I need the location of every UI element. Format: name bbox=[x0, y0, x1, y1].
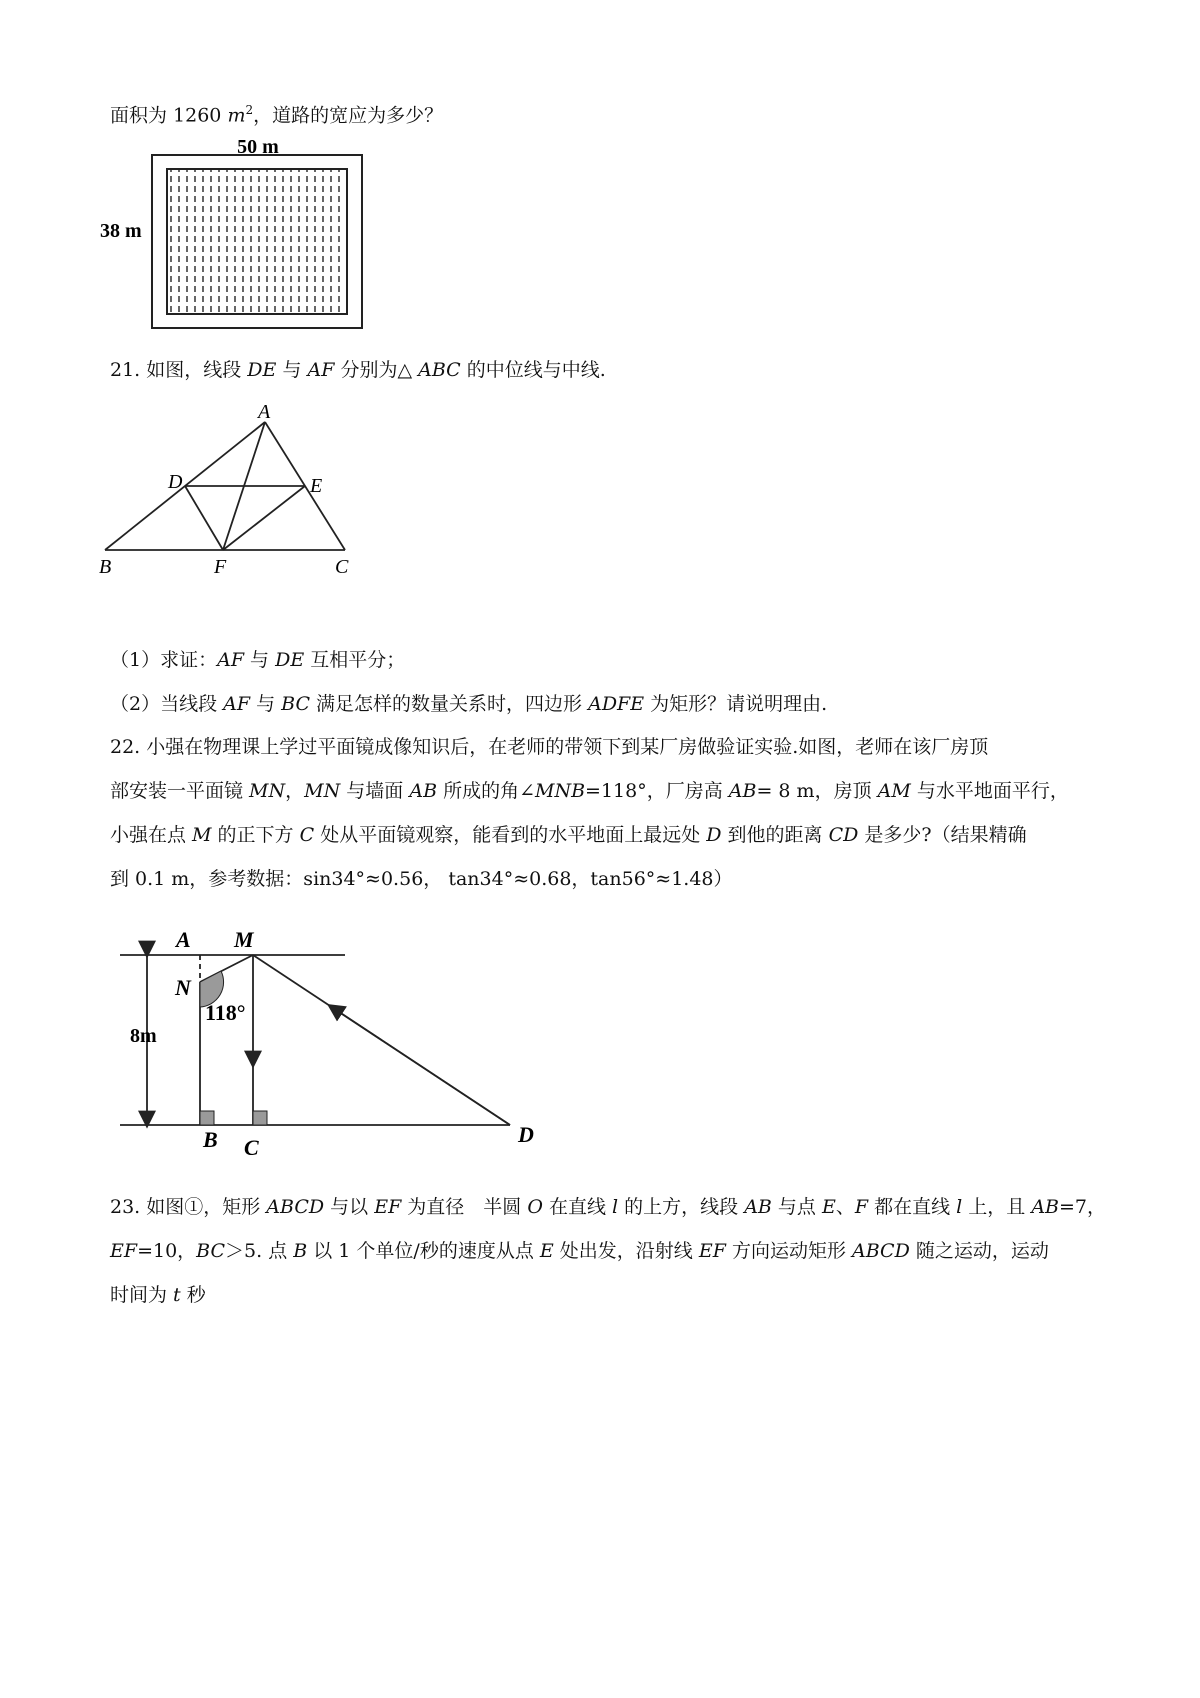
fig21-label-d: D bbox=[168, 471, 183, 493]
q23-text: 以 1 个单位/秒的速度从点 bbox=[307, 1240, 540, 1262]
figure-20-field bbox=[95, 135, 415, 335]
q23-text: 方向运动矩形 bbox=[725, 1240, 852, 1262]
q23-var: BC bbox=[196, 1240, 226, 1262]
fig22-label-m: M bbox=[234, 927, 254, 952]
q21-part2 bbox=[110, 692, 827, 716]
q22-var: MN bbox=[304, 780, 341, 802]
q22-var: M bbox=[192, 824, 212, 846]
figure-21-triangle bbox=[95, 400, 375, 585]
q23-var: ABCD bbox=[266, 1196, 325, 1218]
q22-var: MNB bbox=[535, 780, 586, 802]
right-angle-b-marker bbox=[200, 1111, 214, 1125]
q23-line1 bbox=[110, 1195, 1106, 1219]
right-angle-c-marker bbox=[253, 1111, 267, 1125]
q22-var: MN bbox=[249, 780, 286, 802]
q22-var: C bbox=[299, 824, 315, 846]
fig22-label-c: C bbox=[244, 1135, 259, 1160]
fig20-width-label: 50 m bbox=[237, 136, 279, 158]
fig22-label-a: A bbox=[176, 927, 191, 952]
q23-line2 bbox=[110, 1239, 1049, 1263]
fig20-height-label: 38 m bbox=[100, 220, 142, 242]
q22-text: 与水平地面平行， bbox=[910, 780, 1069, 802]
q23-var: AB bbox=[1031, 1196, 1060, 1218]
q22-text: 与墙面 bbox=[340, 780, 410, 802]
q22-text: 部安装一平面镜 bbox=[110, 780, 250, 802]
q22-text: 所成的角∠ bbox=[437, 780, 535, 802]
q23-text: 随之运动，运动 bbox=[909, 1240, 1049, 1262]
q20-text-end: ，道路的宽应为多少？ bbox=[253, 104, 444, 127]
q23-var: EF bbox=[374, 1196, 402, 1218]
q22-line2 bbox=[110, 779, 1069, 803]
figure-22-mirror bbox=[110, 925, 580, 1165]
q21-var: DE bbox=[275, 649, 305, 671]
q21-text: 21. 如图，线段 bbox=[110, 359, 248, 381]
q22-text: =118°，厂房高 bbox=[585, 780, 729, 802]
fig21-label-c: C bbox=[335, 556, 349, 578]
fig21-label-f: F bbox=[214, 556, 227, 578]
q23-text: =7， bbox=[1059, 1196, 1107, 1218]
q23-var: AB bbox=[744, 1196, 772, 1218]
q22-text: ， bbox=[285, 780, 305, 802]
q23-text: 处出发，沿射线 bbox=[553, 1240, 699, 1262]
q23-text: =10， bbox=[137, 1240, 197, 1262]
q21-var: AF bbox=[307, 359, 335, 381]
q22-text: 是多少?（结果精确 bbox=[858, 824, 1027, 846]
fig22-label-b: B bbox=[203, 1127, 218, 1152]
q23-var: t bbox=[173, 1284, 181, 1306]
q23-text: 秒 bbox=[180, 1284, 206, 1306]
q23-text: 的上方，线段 bbox=[618, 1196, 745, 1218]
q23-text: 在直线 bbox=[542, 1196, 613, 1218]
q21-text: （1）求证： bbox=[110, 649, 218, 671]
q22-line3 bbox=[110, 823, 1027, 847]
q21-text: 与 bbox=[250, 693, 282, 715]
q21-var: DE bbox=[247, 359, 277, 381]
q23-text: 23. 如图①，矩形 bbox=[110, 1196, 267, 1218]
q22-var: CD bbox=[828, 824, 859, 846]
q23-text: 时间为 bbox=[110, 1284, 174, 1306]
q21-text: 与 bbox=[244, 649, 276, 671]
q23-text: 、 bbox=[835, 1196, 855, 1218]
q23-text: 与以 bbox=[324, 1196, 375, 1218]
fig21-label-e: E bbox=[310, 475, 323, 497]
q21-var: AF bbox=[217, 649, 244, 671]
fig21-label-a: A bbox=[258, 401, 271, 423]
q23-line3 bbox=[110, 1283, 206, 1307]
q21-text: 的中位线与中线. bbox=[460, 359, 606, 381]
segment-ef bbox=[223, 486, 305, 550]
q22-text: 的正下方 bbox=[211, 824, 300, 846]
q22-line1 bbox=[110, 735, 988, 759]
q23-var: B bbox=[293, 1240, 308, 1262]
fig21-label-b: B bbox=[99, 556, 112, 578]
q21-var: BC bbox=[281, 693, 310, 715]
q22-var: D bbox=[706, 824, 722, 846]
q22-text: 小强在点 bbox=[110, 824, 193, 846]
fig20-inner-field bbox=[167, 169, 347, 314]
q23-text: 与点 bbox=[771, 1196, 822, 1218]
q21-var: ADFE bbox=[588, 693, 645, 715]
q21-stem bbox=[110, 358, 606, 382]
q23-text: 为直径 半圆 bbox=[401, 1196, 528, 1218]
q23-var: F bbox=[854, 1196, 869, 1218]
q22-var: AB bbox=[409, 780, 438, 802]
q20-unit: m bbox=[227, 104, 246, 127]
ray-dm-arrow bbox=[330, 1006, 510, 1125]
q23-var: E bbox=[821, 1196, 836, 1218]
q23-var: EF bbox=[698, 1240, 726, 1262]
segment-df bbox=[185, 486, 223, 550]
q22-var: AB bbox=[728, 780, 757, 802]
q21-text: 满足怎样的数量关系时，四边形 bbox=[310, 693, 589, 715]
q20-unit-sup: 2 bbox=[245, 103, 254, 117]
q21-var: AF bbox=[223, 693, 251, 715]
q22-text: 到他的距离 bbox=[721, 824, 829, 846]
fig22-angle-label: 118° bbox=[205, 1000, 246, 1025]
q23-var: l bbox=[612, 1196, 619, 1218]
q21-text: 为矩形？请说明理由. bbox=[644, 693, 828, 715]
q23-text: 上，且 bbox=[962, 1196, 1032, 1218]
q21-part1 bbox=[110, 648, 405, 672]
q20-question-tail bbox=[110, 98, 443, 127]
q22-text: = 8 m，房顶 bbox=[756, 780, 878, 802]
q23-var: EF bbox=[110, 1240, 138, 1262]
q21-text: （2）当线段 bbox=[110, 693, 224, 715]
q22-line4 bbox=[110, 867, 733, 891]
q20-text: 面积为 1260 bbox=[110, 104, 228, 127]
q21-var: ABC bbox=[418, 359, 461, 381]
q21-text: 与 bbox=[276, 359, 308, 381]
q23-var: l bbox=[956, 1196, 963, 1218]
q21-text: 互相平分； bbox=[304, 649, 406, 671]
q23-text: ＞5. 点 bbox=[225, 1240, 294, 1262]
fig22-height-label: 8m bbox=[130, 1025, 157, 1047]
q23-var: ABCD bbox=[852, 1240, 910, 1262]
fig22-label-n: N bbox=[175, 975, 191, 1000]
q22-text: 处从平面镜观察，能看到的水平地面上最远处 bbox=[314, 824, 707, 846]
q21-text: 分别为△ bbox=[334, 359, 419, 381]
fig22-label-d: D bbox=[518, 1122, 534, 1147]
q22-var: AM bbox=[877, 780, 911, 802]
q22-text: 22. 小强在物理课上学过平面镜成像知识后，在老师的带领下到某厂房做验证实验.如图，老师在该厂房顶 bbox=[110, 736, 989, 758]
q23-text: 都在直线 bbox=[868, 1196, 957, 1218]
q23-var: E bbox=[539, 1240, 554, 1262]
q23-var: O bbox=[527, 1196, 543, 1218]
q22-text: 到 0.1 m，参考数据：sin34°≈0.56， tan34°≈0.68，tan56°≈1.48） bbox=[110, 868, 733, 890]
